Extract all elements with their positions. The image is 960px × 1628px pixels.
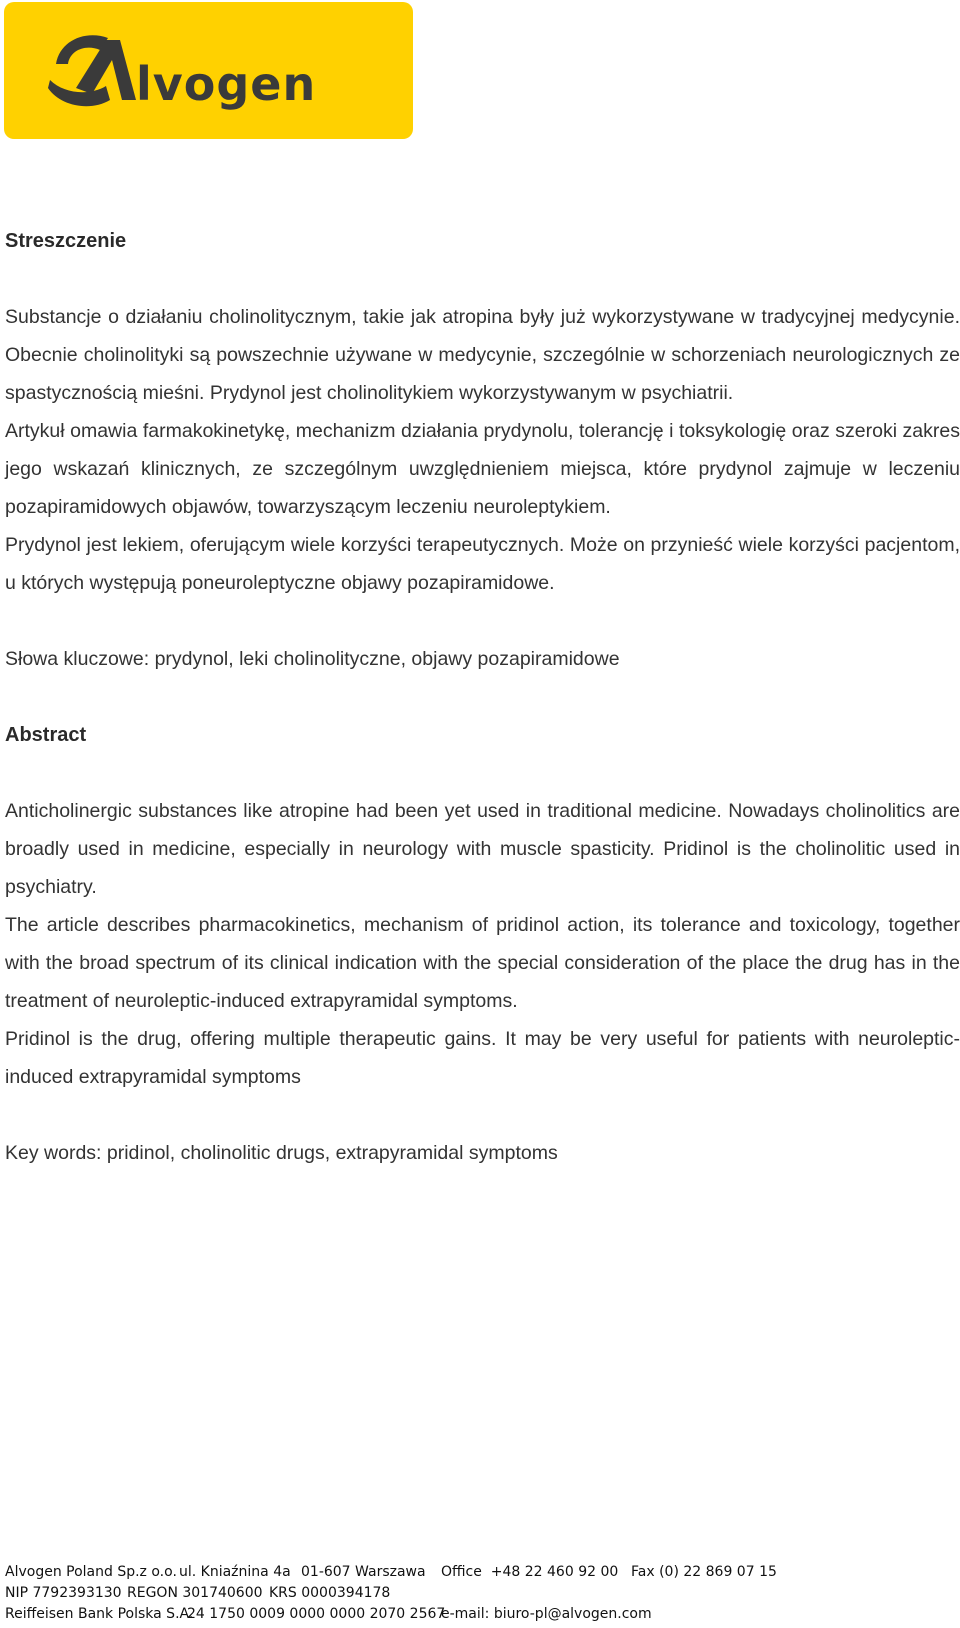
abstract-keywords: Key words: pridinol, cholinolitic drugs, extrapyramidal symptoms xyxy=(5,1142,558,1164)
footer-address: ul. Kniaźnina 4a xyxy=(179,1564,291,1580)
alvogen-logo-mark xyxy=(4,2,413,139)
footer-line-3 xyxy=(5,1604,905,1625)
footer-bank: Reiffeisen Bank Polska S.A. xyxy=(5,1606,194,1622)
footer-line-1 xyxy=(5,1562,905,1583)
streszczenie-keywords: Słowa kluczowe: prydynol, leki cholinolityczne, objawy pozapiramidowe xyxy=(5,648,620,670)
company-footer xyxy=(5,1562,905,1625)
footer-nip: NIP 7792393130 xyxy=(5,1585,122,1601)
footer-account: 24 1750 0009 0000 0000 2070 2567 xyxy=(187,1606,446,1622)
streszczenie-paragraph-2: Artykuł omawia farmakokinetykę, mechanizm działania prydynolu, tolerancję i toksykologię oraz szeroki zakres jego wskazań klinicznych, ze szczególnym uwzględnieniem miejsca, które prydynol zajmuje w leczeniu pozapiramidowych objawów, towarzyszącym leczeniu neuroleptykiem. xyxy=(5,420,960,518)
abstract-paragraph-2: The article describes pharmacokinetics, mechanism of pridinol action, its tolerance and toxicology, together with the broad spectrum of its clinical indication with the special consideration of the place the drug has in the treatment of neuroleptic-induced extrapyramidal symptoms. xyxy=(5,914,960,1012)
streszczenie-paragraph-1: Substancje o działaniu cholinolitycznym, takie jak atropina były już wykorzystywane w tradycyjnej medycynie. Obecnie cholinolityki są powszechnie używane w medycynie, szczególnie w schorzeniach neurologicznych ze spastycznością mieśni. Prydynol jest cholinolitykiem wykorzystywanym w psychiatrii. xyxy=(5,306,960,404)
footer-regon: REGON 301740600 xyxy=(127,1585,263,1601)
abstract-heading: Abstract xyxy=(5,724,87,746)
footer-office-phone: Office +48 22 460 92 00 xyxy=(441,1564,619,1580)
abstract-paragraph-1: Anticholinergic substances like atropine had been yet used in traditional medicine. Nowadays cholinolitics are broadly used in medicine, especially in neurology with muscle spasticity. Pridinol is the cholinolitic used in psychiatry. xyxy=(5,800,960,898)
footer-company: Alvogen Poland Sp.z o.o. xyxy=(5,1564,177,1580)
footer-fax: Fax (0) 22 869 07 15 xyxy=(631,1564,777,1580)
footer-krs: KRS 0000394178 xyxy=(269,1585,391,1601)
document-body xyxy=(5,222,960,1172)
alvogen-logo xyxy=(4,2,413,139)
abstract-paragraph-3: Pridinol is the drug, offering multiple therapeutic gains. It may be very useful for patients with neuroleptic-induced extrapyramidal symptoms xyxy=(5,1028,960,1088)
streszczenie-paragraph-3: Prydynol jest lekiem, oferującym wiele korzyści terapeutycznych. Może on przynieść wiele korzyści pacjentom, u których występują poneuroleptyczne objawy pozapiramidowe. xyxy=(5,534,960,594)
footer-line-2 xyxy=(5,1583,905,1604)
streszczenie-heading: Streszczenie xyxy=(5,230,127,252)
footer-email: e-mail: biuro-pl@alvogen.com xyxy=(441,1606,652,1622)
footer-city: 01-607 Warszawa xyxy=(301,1564,426,1580)
logo-wordmark: lvogen xyxy=(136,57,317,111)
